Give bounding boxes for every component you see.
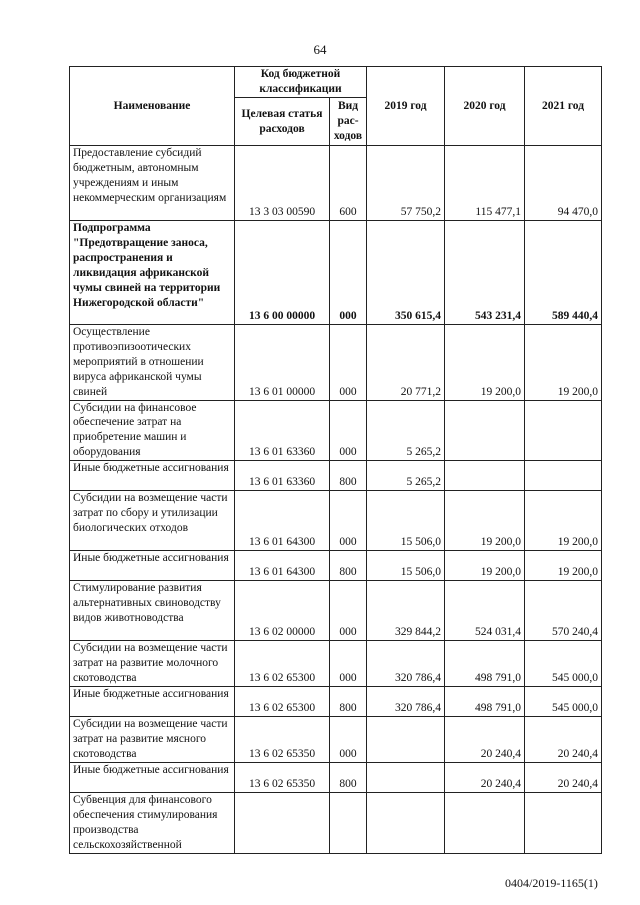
table-row [70, 717, 602, 763]
table-body [70, 146, 602, 854]
header-classification: Код бюджетной классификации [235, 67, 367, 98]
row-value-2019: 20 771,2 [367, 325, 445, 401]
row-name: Иные бюджетные ассигнования [70, 551, 235, 581]
row-name: Подпрограмма "Предотвращение заноса, распространения и ликвидация африканской чумы свиней на территории Нижегородской области" [70, 221, 235, 325]
row-expense-type: 800 [330, 763, 367, 793]
table-row [70, 491, 602, 551]
table-row [70, 461, 602, 491]
row-name: Субсидии на возмещение части затрат на развитие молочного скотоводства [70, 641, 235, 687]
row-target-article: 13 3 03 00590 [235, 146, 330, 221]
row-name: Субвенция для финансового обеспечения стимулирования производства сельскохозяйственной [70, 793, 235, 854]
row-expense-type: 000 [330, 581, 367, 641]
table-row [70, 146, 602, 221]
row-value-2021: 570 240,4 [525, 581, 602, 641]
row-expense-type: 000 [330, 717, 367, 763]
row-target-article: 13 6 01 63360 [235, 461, 330, 491]
row-expense-type: 000 [330, 400, 367, 461]
row-value-2021 [525, 461, 602, 491]
row-value-2019: 5 265,2 [367, 400, 445, 461]
row-value-2020: 19 200,0 [445, 491, 525, 551]
row-expense-type: 000 [330, 325, 367, 401]
header-2020: 2020 год [445, 67, 525, 146]
row-value-2019: 5 265,2 [367, 461, 445, 491]
row-value-2020: 498 791,0 [445, 641, 525, 687]
table-row [70, 581, 602, 641]
header-expense-type: Вид рас-ходов [330, 98, 367, 146]
row-value-2020: 20 240,4 [445, 763, 525, 793]
table-row [70, 325, 602, 401]
row-value-2020: 498 791,0 [445, 687, 525, 717]
row-value-2021 [525, 400, 602, 461]
row-target-article: 13 6 02 65350 [235, 763, 330, 793]
row-value-2020 [445, 461, 525, 491]
row-name: Предоставление субсидий бюджетным, автономным учреждениям и иным некоммерческим организациям [70, 146, 235, 221]
row-expense-type: 800 [330, 687, 367, 717]
row-value-2021: 545 000,0 [525, 687, 602, 717]
table-row [70, 763, 602, 793]
row-value-2021: 94 470,0 [525, 146, 602, 221]
row-name: Иные бюджетные ассигнования [70, 687, 235, 717]
row-name: Субсидии на возмещение части затрат по сбору и утилизации биологических отходов [70, 491, 235, 551]
row-value-2021: 589 440,4 [525, 221, 602, 325]
row-name: Иные бюджетные ассигнования [70, 763, 235, 793]
row-target-article: 13 6 02 65300 [235, 687, 330, 717]
row-value-2019: 329 844,2 [367, 581, 445, 641]
row-value-2019: 57 750,2 [367, 146, 445, 221]
row-name: Стимулирование развития альтернативных свиноводству видов животноводства [70, 581, 235, 641]
row-value-2020 [445, 400, 525, 461]
row-value-2019 [367, 763, 445, 793]
row-target-article: 13 6 02 65300 [235, 641, 330, 687]
header-2021: 2021 год [525, 67, 602, 146]
row-value-2019: 15 506,0 [367, 551, 445, 581]
row-value-2020: 543 231,4 [445, 221, 525, 325]
row-value-2020 [445, 793, 525, 854]
row-expense-type: 600 [330, 146, 367, 221]
row-value-2019: 350 615,4 [367, 221, 445, 325]
row-target-article: 13 6 00 00000 [235, 221, 330, 325]
row-target-article: 13 6 02 65350 [235, 717, 330, 763]
header-2019: 2019 год [367, 67, 445, 146]
row-target-article: 13 6 01 64300 [235, 491, 330, 551]
row-expense-type: 000 [330, 491, 367, 551]
row-value-2019: 320 786,4 [367, 687, 445, 717]
row-expense-type: 800 [330, 551, 367, 581]
table-row [70, 221, 602, 325]
row-expense-type: 800 [330, 461, 367, 491]
row-name: Субсидии на возмещение части затрат на развитие мясного скотоводства [70, 717, 235, 763]
row-target-article: 13 6 01 63360 [235, 400, 330, 461]
table-row [70, 687, 602, 717]
row-value-2021: 19 200,0 [525, 551, 602, 581]
row-value-2019: 320 786,4 [367, 641, 445, 687]
row-value-2021: 19 200,0 [525, 491, 602, 551]
row-name: Осуществление противоэпизоотических мероприятий в отношении вируса африканской чумы свиней [70, 325, 235, 401]
table-row [70, 400, 602, 461]
budget-table [69, 66, 602, 854]
row-value-2019 [367, 793, 445, 854]
row-value-2020: 524 031,4 [445, 581, 525, 641]
header-target-article: Целевая статья расходов [235, 98, 330, 146]
row-expense-type: 000 [330, 641, 367, 687]
row-value-2021 [525, 793, 602, 854]
row-value-2021: 20 240,4 [525, 717, 602, 763]
table-row [70, 793, 602, 854]
row-value-2020: 20 240,4 [445, 717, 525, 763]
row-expense-type: 000 [330, 221, 367, 325]
header-name: Наименование [70, 67, 235, 146]
document-code: 0404/2019-1165(1) [505, 876, 598, 890]
table-row [70, 551, 602, 581]
row-target-article: 13 6 02 00000 [235, 581, 330, 641]
row-value-2019: 15 506,0 [367, 491, 445, 551]
row-value-2020: 19 200,0 [445, 325, 525, 401]
row-target-article [235, 793, 330, 854]
row-value-2021: 545 000,0 [525, 641, 602, 687]
table-row [70, 641, 602, 687]
row-target-article: 13 6 01 00000 [235, 325, 330, 401]
row-value-2019 [367, 717, 445, 763]
row-name: Иные бюджетные ассигнования [70, 461, 235, 491]
row-expense-type [330, 793, 367, 854]
row-value-2020: 19 200,0 [445, 551, 525, 581]
row-value-2020: 115 477,1 [445, 146, 525, 221]
page-number: 64 [313, 42, 327, 57]
row-value-2021: 19 200,0 [525, 325, 602, 401]
row-value-2021: 20 240,4 [525, 763, 602, 793]
row-target-article: 13 6 01 64300 [235, 551, 330, 581]
row-name: Субсидии на финансовое обеспечение затрат на приобретение машин и оборудования [70, 400, 235, 461]
